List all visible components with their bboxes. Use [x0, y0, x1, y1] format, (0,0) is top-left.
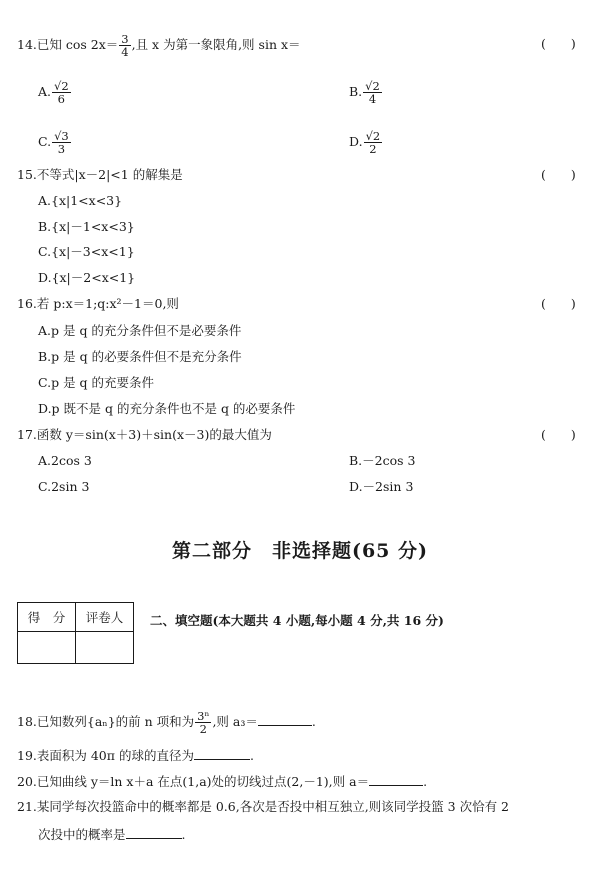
q15-option-b: B.{x|－1<x<3} [38, 219, 135, 234]
q14-frac-den: 4 [121, 45, 129, 59]
q18-line [17, 710, 316, 735]
q18-text-b: ,则 a₃＝ [212, 714, 258, 729]
q15-option-c: C.{x|－3<x<1} [38, 244, 135, 259]
q14-option-c-label: C. [38, 134, 52, 149]
q21-answer-blank[interactable] [126, 826, 182, 839]
q14-option-b [349, 80, 383, 105]
q17-stem: 17.函数 y＝sin(x＋3)＋sin(x－3)的最大值为 [17, 427, 272, 442]
q14-option-c-num: √3 [54, 129, 69, 143]
q15-answer-paren: ( ) [541, 167, 576, 182]
q14-option-c [38, 130, 72, 155]
q14-fraction [119, 33, 130, 58]
reviewer-header: 评卷人 [76, 603, 134, 632]
q20-line [17, 773, 427, 790]
q20-text-b: . [423, 774, 428, 789]
q20-text-a: 20.已知曲线 y＝ln x＋a 在点(1,a)处的切线过点(2,－1),则 a＝ [17, 774, 370, 789]
q15-option-a: A.{x|1<x<3} [38, 193, 123, 208]
q14-option-a-num: √2 [54, 79, 69, 93]
q18-frac-den: 2 [199, 722, 207, 736]
q14-stem-text-a: 14.已知 cos 2x＝ [17, 37, 119, 52]
reviewer-cell[interactable] [76, 632, 134, 664]
q19-line [17, 747, 254, 764]
q15-option-d: D.{x|－2<x<1} [38, 270, 136, 285]
q14-option-d [349, 130, 383, 155]
q14-option-a-label: A. [38, 84, 52, 99]
q14-answer-paren: ( ) [541, 36, 576, 51]
q14-frac-num: 3 [121, 32, 129, 46]
q16-answer-paren: ( ) [541, 296, 576, 311]
q19-text-a: 19.表面积为 40π 的球的直径为 [17, 748, 194, 763]
q14-option-d-num: √2 [365, 129, 381, 143]
q14-stem [17, 33, 301, 58]
q21-line-1: 21.某同学每次投篮命中的概率都是 0.6,各次是否投中相互独立,则该同学投篮 3 次恰有 2 [17, 799, 510, 814]
q14-option-b-den: 4 [368, 92, 377, 106]
q16-option-b: B.p 是 q 的必要条件但不是充分条件 [38, 349, 242, 364]
score-header: 得 分 [18, 603, 76, 632]
q16-stem: 16.若 p:x＝1;q:x²－1＝0,则 [17, 296, 179, 311]
q17-option-a: A.2cos 3 [38, 453, 92, 468]
q18-text-a: 18.已知数列{aₙ}的前 n 项和为 [17, 714, 195, 729]
q19-answer-blank[interactable] [194, 747, 250, 760]
q19-text-b: . [249, 748, 254, 763]
q14-option-a [38, 80, 72, 105]
q21-line-2 [38, 826, 186, 843]
q17-option-d: D.－2sin 3 [349, 479, 414, 494]
q20-answer-blank[interactable] [369, 773, 423, 786]
q14-option-d-den: 2 [369, 142, 377, 156]
q17-option-b: B.－2cos 3 [349, 453, 416, 468]
section-title: 第二部分 非选择题(65 分) [171, 540, 429, 562]
q17-answer-paren: ( ) [541, 427, 576, 442]
q21-text-c: . [181, 827, 186, 842]
q18-answer-blank[interactable] [258, 713, 312, 726]
q18-text-c: . [311, 714, 316, 729]
q14-option-b-num: √2 [365, 79, 380, 93]
q18-fraction [195, 710, 211, 735]
q16-option-c: C.p 是 q 的充要条件 [38, 375, 155, 390]
q14-option-a-den: 6 [57, 92, 65, 106]
grader-table [17, 602, 134, 664]
q16-option-d: D.p 既不是 q 的充分条件也不是 q 的必要条件 [38, 401, 296, 416]
q21-text-b: 次投中的概率是 [38, 827, 126, 842]
fill-in-section-heading: 二、填空题(本大题共 4 小题,每小题 4 分,共 16 分) [150, 613, 444, 628]
q17-option-c: C.2sin 3 [38, 479, 90, 494]
q14-option-d-label: D. [349, 134, 363, 149]
q14-option-c-den: 3 [57, 142, 66, 156]
q14-option-b-label: B. [349, 84, 363, 99]
q16-option-a: A.p 是 q 的充分条件但不是必要条件 [38, 323, 242, 338]
q14-stem-text-b: ,且 x 为第一象限角,则 sin x＝ [131, 37, 301, 52]
q18-frac-num: 3ⁿ [197, 709, 210, 723]
score-cell[interactable] [18, 632, 76, 664]
q15-stem: 15.不等式|x－2|<1 的解集是 [17, 167, 183, 182]
